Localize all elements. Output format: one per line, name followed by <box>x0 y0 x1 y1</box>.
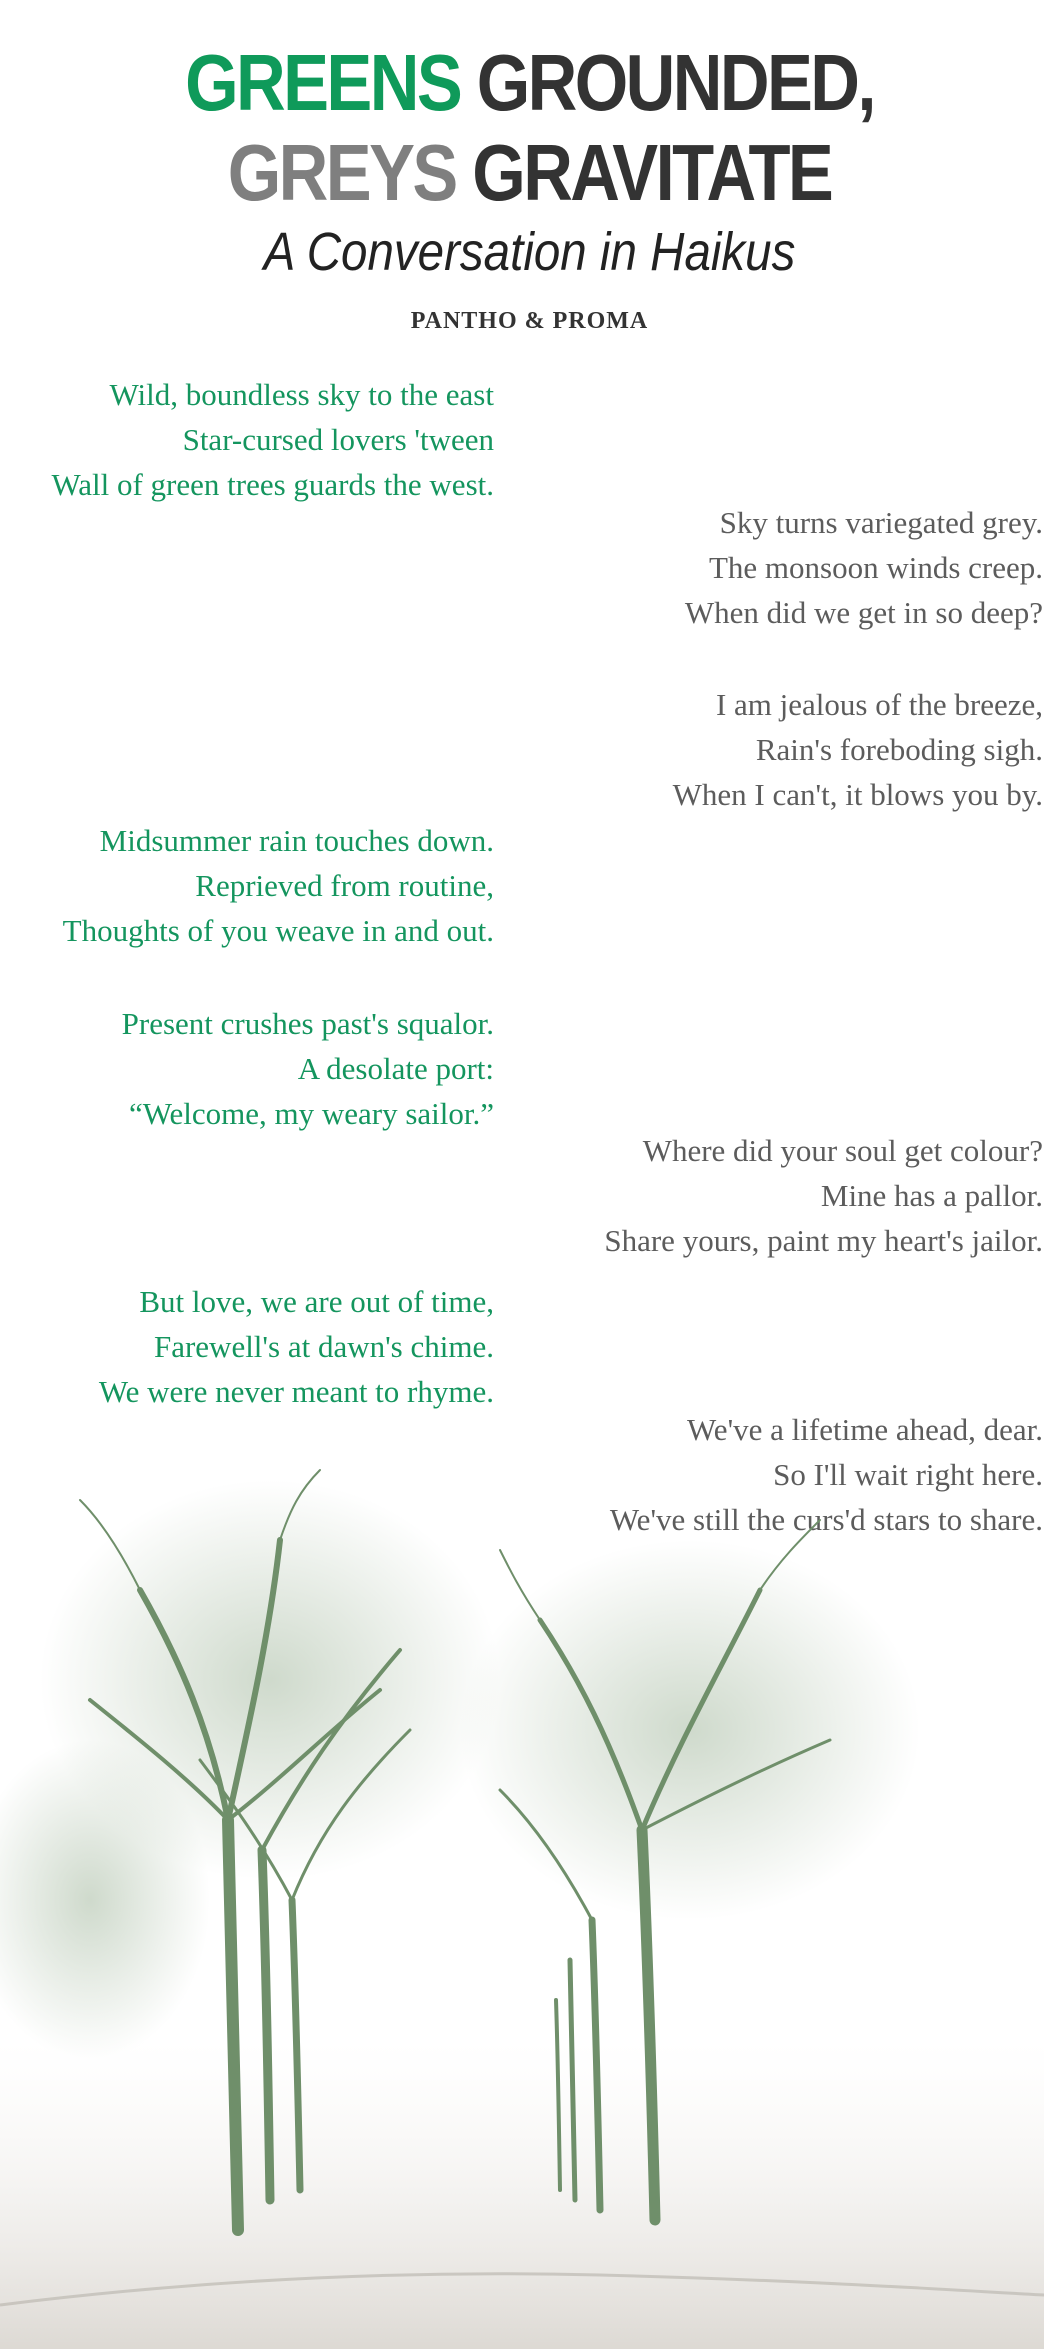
stanza-line: Midsummer rain touches down. <box>99 823 494 858</box>
stanza-line: Star-cursed lovers 'tween <box>182 422 494 457</box>
stanza-line: A desolate port: <box>297 1051 494 1086</box>
stanza-line: Reprieved from routine, <box>195 868 494 903</box>
stanza-line: Where did your soul get colour? <box>642 1133 1043 1168</box>
stanza-line: The monsoon winds creep. <box>708 550 1043 585</box>
stanza-line: Wall of green trees guards the west. <box>51 467 494 502</box>
stanza-line: I am jealous of the breeze, <box>715 687 1043 722</box>
stanza-line: So I'll wait right here. <box>773 1457 1043 1492</box>
stanza-line: Rain's foreboding sigh. <box>755 732 1043 767</box>
stanza-line: Wild, boundless sky to the east <box>109 377 494 412</box>
stanza-line: Thoughts of you weave in and out. <box>62 913 494 948</box>
stanza-line: Share yours, paint my heart's jailor. <box>604 1223 1043 1258</box>
stanza-line: “Welcome, my weary sailor.” <box>128 1096 494 1131</box>
stanza-line: We were never meant to rhyme. <box>98 1374 494 1409</box>
stanza-5 <box>122 1001 494 1136</box>
stanza-7 <box>99 1279 494 1414</box>
title-gravitate: GRAVITATE <box>472 128 832 217</box>
stanza-line: Present crushes past's squalor. <box>121 1006 494 1041</box>
stanza-line: But love, we are out of time, <box>139 1284 494 1319</box>
stanza-6 <box>604 1128 1043 1263</box>
byline: PANTHO & PROMA <box>410 308 649 334</box>
title-greys: GREYS <box>227 128 456 217</box>
stanza-2 <box>685 500 1043 635</box>
title-line-1 <box>74 40 985 126</box>
stanza-4 <box>63 818 494 953</box>
stanza-line: When I can't, it blows you by. <box>672 777 1043 812</box>
title-greens: GREENS <box>185 38 461 127</box>
stanza-line: We've still the curs'd stars to share. <box>609 1502 1043 1537</box>
stanza-line: Mine has a pallor. <box>820 1178 1043 1213</box>
stanza-3 <box>673 682 1043 817</box>
title-line-2 <box>74 130 985 216</box>
stanza-line: Farewell's at dawn's chime. <box>153 1329 494 1364</box>
stanza-line: When did we get in so deep? <box>684 595 1043 630</box>
stanza-line: We've a lifetime ahead, dear. <box>687 1412 1043 1447</box>
stanza-1 <box>51 372 494 507</box>
title-grounded: GROUNDED, <box>476 38 874 127</box>
subtitle: A Conversation in Haikus <box>263 222 796 282</box>
stanza-line: Sky turns variegated grey. <box>719 505 1043 540</box>
misty-trees-illustration <box>0 1400 1044 2349</box>
